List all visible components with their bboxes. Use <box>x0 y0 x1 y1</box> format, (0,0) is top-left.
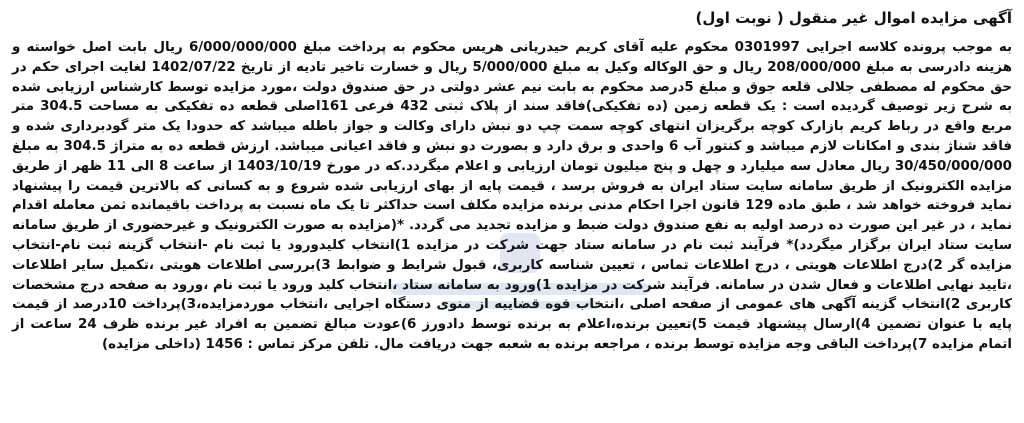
notice-title: آگهی مزایده اموال غیر منقول ( نوبت اول) <box>695 9 1012 27</box>
auction-notice <box>12 6 1012 419</box>
notice-body: به موجب پرونده کلاسه اجرایی 0301997 محکوم علیه آقای کریم حیدریانی هریس محکوم به پرداخت مبلغ 6/000/000/000 ریال بابت اصل خواسته و هزینه دادرسی به مبلغ 208/000/000 ریال و حق الوکاله وکیل به مبلغ 5/000/000 ریال و خسارت تاخیر تادیه از تاریخ 1402/07/22 لغایت اجرای حکم در حق محکوم له مصطفی جلالی قلعه جوق و مبلغ 5درصد محکوم به بابت نیم عشر دولتی در حق صندوق دولت ،مورد مزایده توسط کارشناس ارزیابی شده به شرح زیر توصیف گردیده است : یک قطعه زمین (ده تفکیکی)فاقد سند از پلاک ثبتی 432 فرعی 161اصلی قطعه ده تفکیکی به مساحت 304.5 متر مربع واقع در رباط کریم بازارک کوچه برگریزان انتهای کوچه سمت چپ دو نبش دارای وکالت و جواز باطله میباشد که حدودا یک متر گودبرداری شده و فاقد شناژ بندی و امکانات لازم میباشد و کنتور آب 6 واحدی و برق دارد و بصورت دو نبش و فاقد اعیانی میباشد. ارزش قطعه ده به متراژ 304.5 به مبلغ 30/450/000/000 ریال معادل سه میلیارد و چهل و پنج میلیون تومان ارزیابی و اعلام میگردد.که در مورخ 1403/10/19 از ساعت 8 الی 11 ظهر از طریق مزایده الکترونیک از طریق سامانه سایت ستاد ایران به فروش برسد ، قیمت پایه از بهای ارزیابی شده شروع و به کسانی که بالاترین قیمت را پیشنهاد نماید فروخته خواهد شد ، طبق ماده 129 قانون اجرا احکام مدنی برنده مزایده مکلف است حداکثر تا یک ماه نسبت به پرداخت باقیمانده ثمن معامله اقدام نماید ، در غیر این صورت ده درصد اولیه به نفع صندوق دولت ضبط و مزایده تجدید می گردد. *(مزایده به صورت الکترونیک و غیرحضوری از طریق سامانه سایت ستاد ایران برگزار میگردد)* فرآیند ثبت نام در سامانه ستاد جهت شرکت در مزایده 1)انتخاب کلیدورود یا ثبت نام -انتخاب گزینه ثبت نام-انتخاب مزایده گر 2)درج اطلاعات هویتی ، درج اطلاعات تماس ، تعیین شناسه کاربری، قبول شرایط و ضوابط 3)بررسی اطلاعات هویتی ،تکمیل سایر اطلاعات ،تایید نهایی اطلاعات و فعال شدن در سامانه. فرآیند شرکت در مزایده 1)ورود به سامانه ستاد ،انتخاب کلید ورود یا ثبت نام ،ورود به صفحه درج مشخصات کاربری 2)انتخاب گزینه آگهی های عمومی از صفحه اصلی ،انتخاب قوه قضاییه از منوی دستگاه اجرایی ،انتخاب موردمزایده،3)پرداخت 10درصد از قیمت پایه با عنوان تضمین 4)ارسال پیشنهاد قیمت 5)تعیین برنده،اعلام به برنده توسط دادورز 6)عودت مبالغ تضمین به افراد غیر برنده ظرف 24 ساعت از اتمام مزایده 7)پرداخت الباقی وجه مزایده توسط برنده ، مراجعه برنده به شعبه جهت دریافت مال. تلفن مرکز تماس : 1456 (داخلی مزایده) <box>12 40 1013 352</box>
